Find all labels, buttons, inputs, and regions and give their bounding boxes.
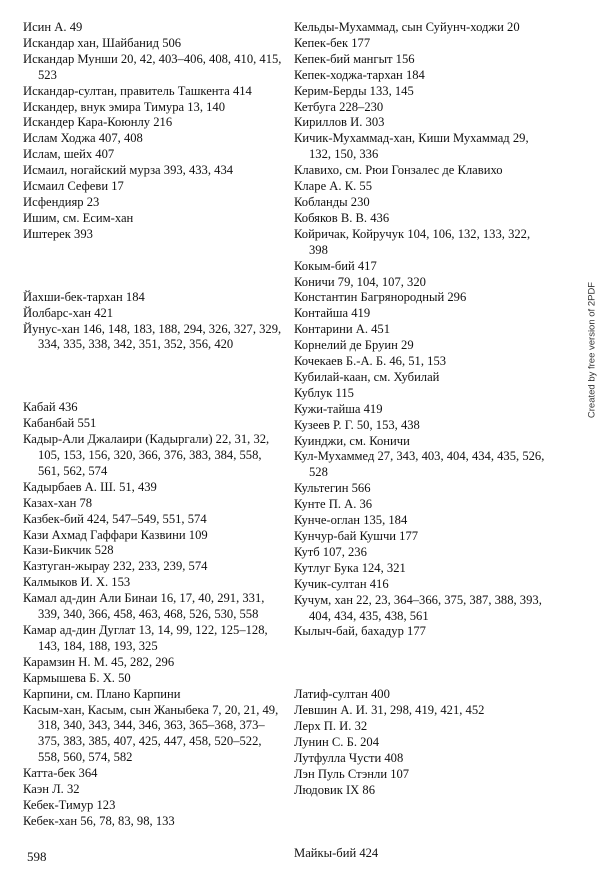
index-entry: Казах-хан 78 (23, 495, 93, 510)
index-entry: Корнелий де Бруин 29 (294, 338, 414, 353)
index-entry: Йолбарс-хан 421 (23, 305, 114, 320)
index-entry: Ишим, см. Есим-хан (23, 210, 134, 225)
section-gap (23, 353, 283, 400)
index-entry: Клавихо, см. Рюи Гонзалес де Клавихо (294, 163, 503, 178)
index-entry: Исмаил Сефеви 17 (23, 179, 124, 194)
index-entry: Кобланды 230 (294, 194, 370, 209)
index-entry: Койричак, Койручук 104, 106, 132, 133, 322, 398 (294, 226, 531, 257)
index-group-k (23, 400, 283, 829)
index-entry: Кобяков В. В. 436 (294, 210, 390, 225)
index-entry: Людовик IX 86 (294, 782, 375, 797)
section-gap (294, 799, 546, 846)
index-entry: Куинджи, см. Коничи (294, 433, 410, 448)
index-entry: Кузеев Р. Г. 50, 153, 438 (294, 417, 420, 432)
index-entry: Кужи-тайша 419 (294, 401, 383, 416)
index-entry: Кабай 436 (23, 400, 78, 415)
index-entry: Кармышева Б. Х. 50 (23, 670, 131, 685)
left-column (23, 20, 283, 830)
index-entry: Лэн Пуль Стэнли 107 (294, 766, 410, 781)
index-entry: Кул-Мухаммед 27, 343, 403, 404, 434, 435, 526, 528 (294, 449, 545, 480)
index-entry: Кучум, хан 22, 23, 364–366, 375, 387, 388, 393, 404, 434, 435, 438, 561 (294, 592, 542, 623)
index-entry: Кетбуга 228–230 (294, 99, 384, 114)
index-entry: Культегин 566 (294, 481, 371, 496)
index-entry: Кадыр-Али Джалаири (Кадыргали) 22, 31, 32, 105, 153, 156, 320, 366, 376, 383, 384, 558, 561, 562, 574 (23, 432, 270, 478)
index-group-y (23, 290, 283, 354)
section-gap (23, 243, 283, 290)
index-group-l (294, 687, 546, 798)
index-entry: Кадырбаев А. Ш. 51, 439 (23, 479, 157, 494)
index-entry: Искандер, внук эмира Тимура 13, 140 (23, 99, 226, 114)
index-entry: Кепек-бий мангыт 156 (294, 51, 415, 66)
index-entry: Искандар Мунши 20, 42, 403–406, 408, 410, 415, 523 (23, 51, 282, 82)
index-entry: Кучик-султан 416 (294, 576, 389, 591)
index-entry: Казбек-бий 424, 547–549, 551, 574 (23, 511, 207, 526)
index-entry: Иштерек 393 (23, 226, 93, 241)
index-entry: Кунчур-бай Кушчи 177 (294, 529, 419, 543)
index-entry: Кунте П. А. 36 (294, 497, 373, 512)
index-entry: Исин А. 49 (23, 20, 83, 34)
index-entry: Константин Багрянородный 296 (294, 290, 467, 305)
index-entry: Кутлуг Бука 124, 321 (294, 560, 406, 575)
index-entry: Исмаил, ногайский мурза 393, 433, 434 (23, 163, 234, 178)
index-entry: Кепек-ходжа-тархан 184 (294, 67, 425, 82)
index-entry: Кубилай-каан, см. Хубилай (294, 369, 440, 384)
index-entry: Йунус-хан 146, 148, 183, 188, 294, 326, 327, 329, 334, 335, 338, 342, 351, 352, 356, 420 (23, 321, 282, 352)
index-entry: Карамзин Н. М. 45, 282, 296 (23, 654, 175, 669)
index-entry: Калмыков И. Х. 153 (23, 575, 131, 590)
index-entry: Керим-Берды 133, 145 (294, 83, 414, 98)
index-entry: Ислам, шейх 407 (23, 147, 115, 162)
index-entry: Кебек-Тимур 123 (23, 797, 116, 812)
section-gap (294, 640, 546, 687)
index-entry: Искандар-султан, правитель Ташкента 414 (23, 83, 252, 98)
index-entry: Касым-хан, Касым, сын Жаныбека 7, 20, 21, 49, 318, 340, 343, 344, 346, 363, 365–368, 373–375, 383, 385, 407, 425, 447, 458, 520–522, 558, 560, 574, 582 (23, 702, 279, 765)
index-entry: Кабанбай 551 (23, 416, 97, 431)
index-entry: Катта-бек 364 (23, 766, 98, 781)
index-entry: Кепек-бек 177 (294, 35, 371, 50)
index-entry: Контарини А. 451 (294, 322, 391, 337)
index-entry: Левшин А. И. 31, 298, 419, 421, 452 (294, 703, 485, 718)
index-entry: Кичик-Мухаммад-хан, Киши Мухаммад 29, 132, 150, 336 (294, 131, 529, 162)
index-entry: Лунин С. Б. 204 (294, 735, 380, 750)
side-watermark (585, 180, 599, 520)
index-entry: Латиф-султан 400 (294, 687, 390, 702)
index-entry: Кириллов И. 303 (294, 115, 385, 130)
index-entry: Искандар хан, Шайбанид 506 (23, 35, 182, 50)
index-entry: Камар ад-дин Дуглат 13, 14, 99, 122, 125–128, 143, 184, 188, 193, 325 (23, 623, 268, 653)
index-entry: Каэн Л. 32 (23, 782, 80, 797)
index-entry: Коничи 79, 104, 107, 320 (294, 274, 426, 289)
index-entry: Кунче-оглан 135, 184 (294, 513, 408, 528)
index-entry: Лутфулла Чусти 408 (294, 750, 404, 765)
index-entry: Кублук 115 (294, 385, 354, 400)
index-entry: Кочекаев Б.-А. Б. 46, 51, 153 (294, 354, 447, 369)
page-number: 598 (27, 849, 47, 864)
index-entry: Кебек-хан 56, 78, 83, 98, 133 (23, 813, 175, 828)
index-entry: Карпини, см. Плано Карпини (23, 686, 181, 701)
index-entry: Йахши-бек-тархан 184 (23, 289, 145, 304)
index-entry: Кокым-бий 417 (294, 258, 377, 273)
index-entry: Камал ад-дин Али Бинаи 16, 17, 40, 291, 331, 339, 340, 366, 458, 463, 468, 526, 530, 558 (23, 591, 265, 622)
index-entry: Кази Ахмад Гаффари Казвини 109 (23, 527, 208, 542)
index-entry: Искандер Кара-Коюнлу 216 (23, 115, 173, 130)
index-entry: Кази-Бикчик 528 (23, 543, 114, 558)
index-entry: Казтуган-жырау 232, 233, 239, 574 (23, 559, 208, 574)
index-entry: Ислам Ходжа 407, 408 (23, 131, 143, 146)
index-entry: Кутб 107, 236 (294, 544, 367, 559)
index-entry: Майкы-бий 424 (294, 845, 379, 860)
side-watermark-text: Created by free version of 2PDF (586, 281, 598, 419)
index-group-m (294, 846, 546, 862)
index-group-k-continued (294, 20, 546, 640)
index-entry: Кельды-Мухаммад, сын Суйунч-ходжи 20 (294, 20, 520, 34)
right-column (294, 20, 546, 862)
index-entry: Исфендияр 23 (23, 194, 100, 209)
index-entry: Лерх П. И. 32 (294, 719, 368, 734)
index-entry: Контайша 419 (294, 306, 371, 321)
index-entry: Кларе А. К. 55 (294, 179, 372, 194)
index-entry: Кылыч-бай, бахадур 177 (294, 624, 426, 639)
index-group-i (23, 20, 283, 243)
